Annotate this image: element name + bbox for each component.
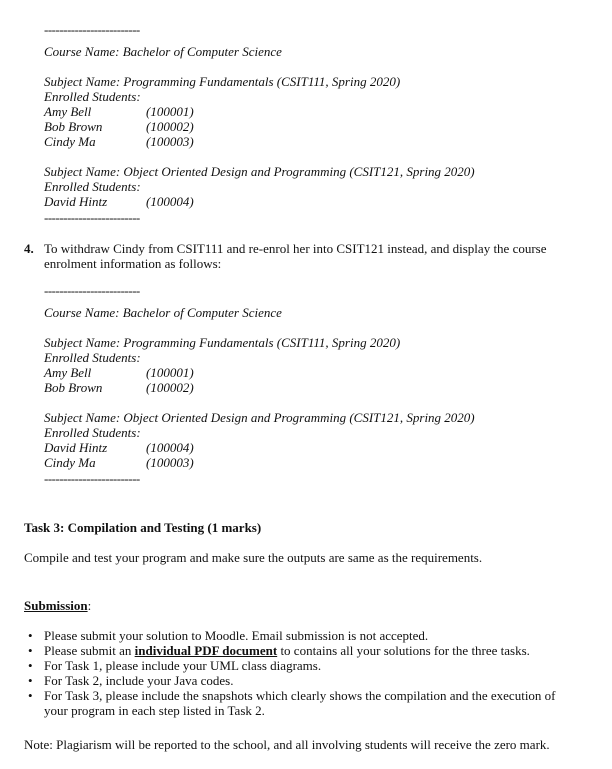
emphasis-text: individual PDF document	[134, 643, 278, 658]
enrolled-label: Enrolled Students:	[44, 89, 141, 104]
enrolled-label: Enrolled Students:	[44, 350, 141, 365]
list-number: 4.	[24, 241, 34, 256]
student-id: (100001)	[146, 365, 194, 380]
submission-heading	[24, 598, 91, 613]
student-id: (100002)	[146, 380, 194, 395]
student-id: (100003)	[146, 455, 194, 470]
subject-name: Subject Name: Object Oriented Design and Programming (CSIT121, Spring 2020)	[44, 164, 475, 179]
plagiarism-note: Note: Plagiarism will be reported to the school, and all involving students will receive the zero mark.	[24, 737, 550, 752]
separator-dashes: -------------------------	[44, 471, 140, 486]
submission-heading-text: Submission	[24, 598, 88, 613]
student-name: Cindy Ma	[44, 134, 96, 149]
student-id: (100004)	[146, 440, 194, 455]
subject-name: Subject Name: Programming Fundamentals (CSIT111, Spring 2020)	[44, 335, 401, 350]
student-name: David Hintz	[44, 194, 108, 209]
student-name: Amy Bell	[44, 104, 92, 119]
enrolled-label: Enrolled Students:	[44, 425, 141, 440]
student-name: Amy Bell	[44, 365, 92, 380]
list-item: For Task 3, please include the snapshots which clearly shows the compilation and the execution of	[44, 688, 556, 703]
list-item: For Task 1, please include your UML class diagrams.	[44, 658, 322, 673]
student-id: (100004)	[146, 194, 194, 209]
separator-dashes: -------------------------	[44, 210, 140, 225]
list-item	[44, 643, 530, 658]
list-item-text: to contains all your solutions for the three tasks.	[277, 643, 530, 658]
bullet-icon: •	[28, 688, 33, 703]
student-id: (100003)	[146, 134, 194, 149]
student-id: (100001)	[146, 104, 194, 119]
bullet-icon: •	[28, 643, 33, 658]
subject-name: Subject Name: Programming Fundamentals (CSIT111, Spring 2020)	[44, 74, 401, 89]
list-item-continuation: your program in each step listed in Task 2.	[44, 703, 265, 718]
instruction-text: enrolment information as follows:	[44, 256, 222, 271]
course-name: Course Name: Bachelor of Computer Science	[44, 44, 282, 59]
enrolled-label: Enrolled Students:	[44, 179, 141, 194]
subject-name: Subject Name: Object Oriented Design and Programming (CSIT121, Spring 2020)	[44, 410, 475, 425]
bullet-icon: •	[28, 673, 33, 688]
student-name: Cindy Ma	[44, 455, 96, 470]
course-name: Course Name: Bachelor of Computer Science	[44, 305, 282, 320]
submission-heading-colon: :	[87, 598, 92, 613]
task3-body: Compile and test your program and make sure the outputs are same as the requirements.	[24, 550, 483, 565]
separator-dashes: -------------------------	[44, 283, 140, 298]
instruction-text: To withdraw Cindy from CSIT111 and re-enrol her into CSIT121 instead, and display the course	[44, 241, 547, 256]
list-item: For Task 2, include your Java codes.	[44, 673, 234, 688]
student-name: David Hintz	[44, 440, 108, 455]
student-name: Bob Brown	[44, 119, 103, 134]
student-id: (100002)	[146, 119, 194, 134]
list-item: Please submit your solution to Moodle. Email submission is not accepted.	[44, 628, 429, 643]
student-name: Bob Brown	[44, 380, 103, 395]
bullet-icon: •	[28, 658, 33, 673]
list-item-text: Please submit an	[44, 643, 135, 658]
separator-dashes: -------------------------	[44, 22, 140, 37]
bullet-icon: •	[28, 628, 33, 643]
task3-heading: Task 3: Compilation and Testing (1 marks)	[24, 520, 262, 535]
